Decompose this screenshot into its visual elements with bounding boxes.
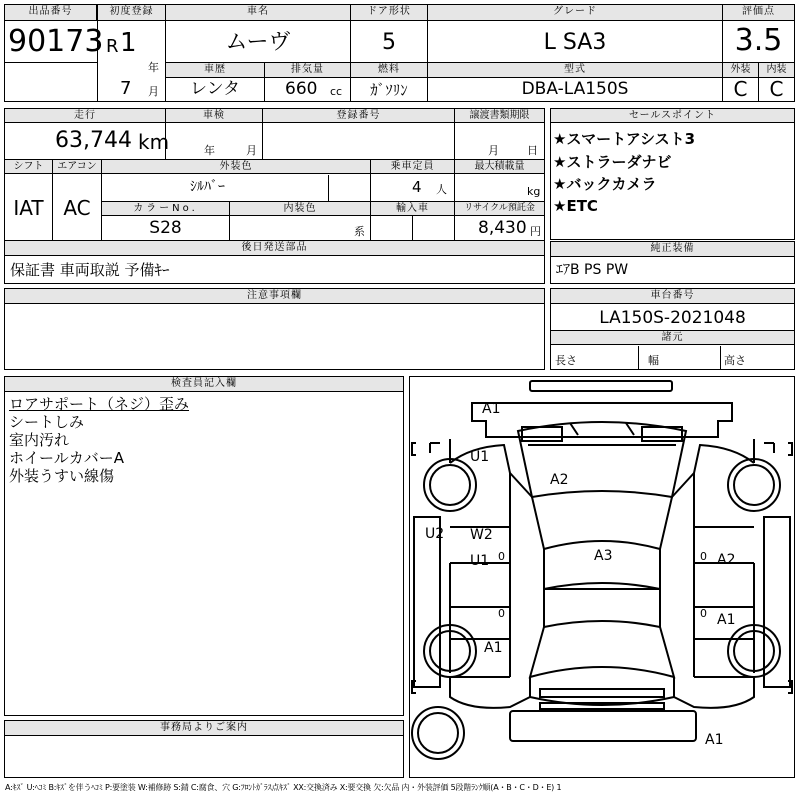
recycle-label: リサイクル預託金 <box>455 202 544 216</box>
damage-mark: A2 <box>717 552 736 568</box>
lot-label: 出品番号 <box>5 5 97 21</box>
inspector-line: シートしみ <box>9 413 85 431</box>
doors: 5 <box>382 30 396 55</box>
fuel: ｶﾞｿﾘﾝ <box>370 81 408 99</box>
damage-mark: A1 <box>484 640 503 656</box>
svg-text:0: 0 <box>700 607 707 620</box>
car-name-label: 車名 <box>166 5 350 21</box>
svg-text:0: 0 <box>498 607 505 620</box>
ac-label: エアコン <box>53 160 101 174</box>
width-label: 幅 <box>648 354 659 367</box>
score-label: 評価点 <box>723 5 794 21</box>
color-no: S28 <box>149 218 182 238</box>
ext-grade-label: 外装 <box>723 63 758 77</box>
shift: IAT <box>13 196 44 220</box>
later-parts-label: 後日発送部品 <box>5 241 544 256</box>
int-color-label: 内装色 <box>230 202 370 216</box>
seats: 4 <box>412 178 422 196</box>
transfer-month-unit: 月 <box>488 144 499 157</box>
fuel-label: 燃料 <box>351 63 427 77</box>
reg-month: 7 <box>120 78 132 99</box>
reg-era: R <box>106 36 119 57</box>
chassis-label: 車台番号 <box>551 289 794 304</box>
import-label: 輸入車 <box>371 202 454 216</box>
legend: A:ｷｽﾞ U:ﾍｺﾐ B:ｷｽﾞを伴うﾍｺﾐ P:要塗装 W:補修跡 S:錆 C:腐食、穴 G:ﾌﾛﾝﾄｶﾞﾗｽ点ｷｽﾞ XX:交換済み X:要交換 欠:欠品 内・外装評価 5段階ﾗﾝｸ順(A・B・C・D・E) 1 <box>5 783 562 792</box>
length-label: 長さ <box>555 354 577 367</box>
damage-mark: A1 <box>717 612 736 628</box>
sales-point-item: ★スマートアシスト3 <box>553 130 696 148</box>
load-unit: kg <box>527 185 541 198</box>
sales-point-item: ★ETC <box>553 197 598 215</box>
model-code: DBA-LA150S <box>521 79 629 99</box>
equipment-value: ｴｱB PS PW <box>556 262 629 278</box>
damage-mark: A1 <box>482 401 501 417</box>
displacement-label: 排気量 <box>265 63 350 77</box>
seats-unit: 人 <box>436 183 447 196</box>
history: レンタ <box>190 79 240 99</box>
later-parts: 保証書 車両取説 予備ｷｰ <box>10 261 170 279</box>
insp-month-unit: 月 <box>246 144 257 157</box>
yen-unit: 円 <box>530 225 541 238</box>
reg-no-label: 登録番号 <box>263 109 454 123</box>
svg-text:0: 0 <box>700 550 707 563</box>
damage-mark: U1 <box>470 449 490 465</box>
inspector-line: 外装うすい線傷 <box>9 467 115 485</box>
displacement: 660 <box>285 79 318 99</box>
damage-mark: A2 <box>550 472 569 488</box>
shift-label: シフト <box>5 160 52 174</box>
first-reg-label: 初度登録 <box>98 5 165 21</box>
inspector-line: ロアサポート（ネジ）歪み <box>9 395 190 413</box>
mileage: 63,744 <box>55 128 132 153</box>
dims-label: 諸元 <box>551 330 794 345</box>
height-label: 高さ <box>724 354 746 367</box>
model-label: 型式 <box>428 63 722 77</box>
cc-unit: cc <box>330 85 343 98</box>
lot-number: 90173 <box>8 24 104 59</box>
color-no-label: カラーNo. <box>102 202 229 216</box>
int-grade: C <box>769 77 784 101</box>
recycle: 8,430 <box>478 218 527 238</box>
ext-color-label: 外装色 <box>102 160 370 174</box>
transfer-label: 譲渡書類期限 <box>455 109 544 123</box>
grade: L SA3 <box>543 30 607 55</box>
int-grade-label: 内装 <box>759 63 794 77</box>
ext-grade: C <box>733 77 748 101</box>
damage-mark: U2 <box>425 526 445 542</box>
damage-mark: A3 <box>594 548 613 564</box>
car-diagram <box>409 376 795 778</box>
history-label: 車歴 <box>166 63 264 77</box>
inspection-label: 車検 <box>166 109 262 123</box>
inspector-line: ホイールカバーA <box>9 449 124 467</box>
int-color-unit: 系 <box>354 225 365 238</box>
office-label: 事務局よりご案内 <box>5 721 403 736</box>
sales-points-block <box>550 108 795 240</box>
car-diagram-drawing <box>410 377 794 777</box>
svg-text:0: 0 <box>498 550 505 563</box>
reg-year: 1 <box>120 28 137 58</box>
chassis-number: LA150S-2021048 <box>599 308 746 328</box>
insp-year-unit: 年 <box>204 144 215 157</box>
load-label: 最大積載量 <box>455 160 544 174</box>
sales-point-item: ★バックカメラ <box>553 175 657 193</box>
damage-mark: W2 <box>470 527 493 543</box>
sales-point-item: ★ストラーダナビ <box>553 153 672 171</box>
reg-year-unit: 年 <box>148 61 159 74</box>
equipment-label: 純正装備 <box>551 242 794 257</box>
seats-label: 乗車定員 <box>371 160 454 174</box>
door-label: ドア形状 <box>351 5 427 21</box>
mileage-label: 走行 <box>5 109 165 123</box>
score: 3.5 <box>734 23 783 58</box>
km-unit: km <box>138 130 170 154</box>
grade-label: グレード <box>428 5 722 21</box>
ac: AC <box>63 196 91 220</box>
notes-label: 注意事項欄 <box>5 289 544 304</box>
transfer-day-unit: 日 <box>527 144 538 157</box>
sales-points-label: セールスポイント <box>551 109 794 123</box>
reg-month-unit: 月 <box>148 85 159 98</box>
ext-color: ｼﾙﾊﾞｰ <box>190 179 225 195</box>
inspector-line: 室内汚れ <box>9 431 70 449</box>
damage-mark: U1 <box>470 553 490 569</box>
damage-mark: A1 <box>705 732 724 748</box>
car-name: ムーヴ <box>225 30 291 55</box>
inspector-label: 検査員記入欄 <box>5 377 403 392</box>
